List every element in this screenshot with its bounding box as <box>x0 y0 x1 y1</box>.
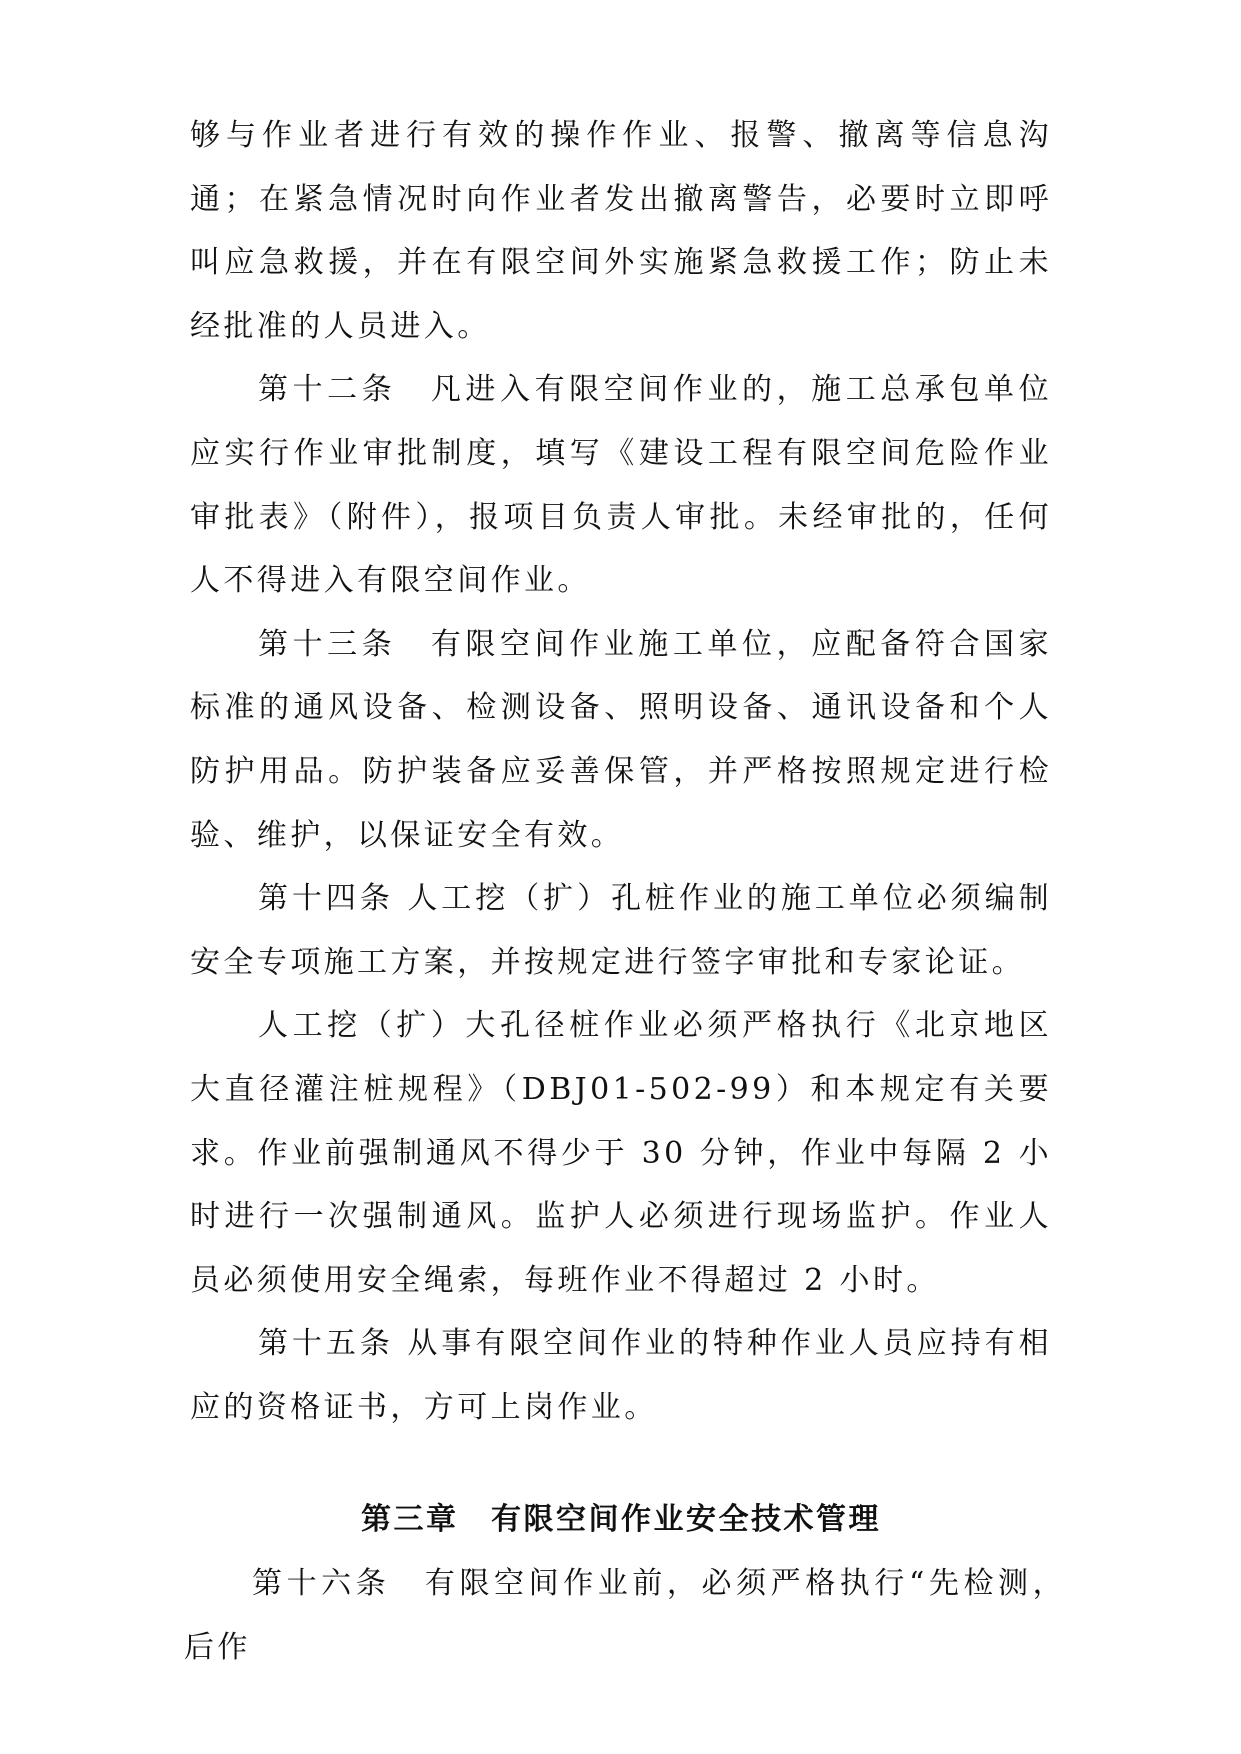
paragraph-continuation: 够与作业者进行有效的操作作业、报警、撤离等信息沟通；在紧急情况时向作业者发出撤离警告，必要时立即呼叫应急救援，并在有限空间外实施紧急救援工作；防止未经批准的人员进入。 <box>190 118 1052 344</box>
article-16-paragraph: 第十六条 有限空间作业前，必须严格执行“先检测，后作 <box>184 1566 1066 1665</box>
article-14-detail-paragraph: 人工挖（扩）大孔径桩作业必须严格执行《北京地区大直径灌注桩规程》（DBJ01-502-99）和本规定有关要求。作业前强制通风不得少于 30 分钟，作业中每隔 2 小时进行一次强制通风。监护人必须进行现场监护。作业人员必须使用安全绳索，每班作业不得超过 2 小时。 <box>190 1008 1052 1298</box>
chapter-heading: 第三章 有限空间作业安全技术管理 <box>361 1502 881 1538</box>
article-14-paragraph: 第十四条 人工挖（扩）孔桩作业的施工单位必须编制安全专项施工方案，并按规定进行签字审批和专家论证。 <box>190 881 1052 980</box>
article-13-paragraph: 第十三条 有限空间作业施工单位，应配备符合国家标准的通风设备、检测设备、照明设备、通讯设备和个人防护用品。防护装备应妥善保管，并严格按照规定进行检验、维护，以保证安全有效。 <box>190 626 1052 853</box>
document-page <box>184 104 1066 1679</box>
article-15-paragraph: 第十五条 从事有限空间作业的特种作业人员应持有相应的资格证书，方可上岗作业。 <box>190 1326 1052 1425</box>
article-12-paragraph: 第十二条 凡进入有限空间作业的，施工总承包单位应实行作业审批制度，填写《建设工程有限空间危险作业审批表》（附件），报项目负责人审批。未经审批的，任何人不得进入有限空间作业。 <box>190 372 1052 599</box>
